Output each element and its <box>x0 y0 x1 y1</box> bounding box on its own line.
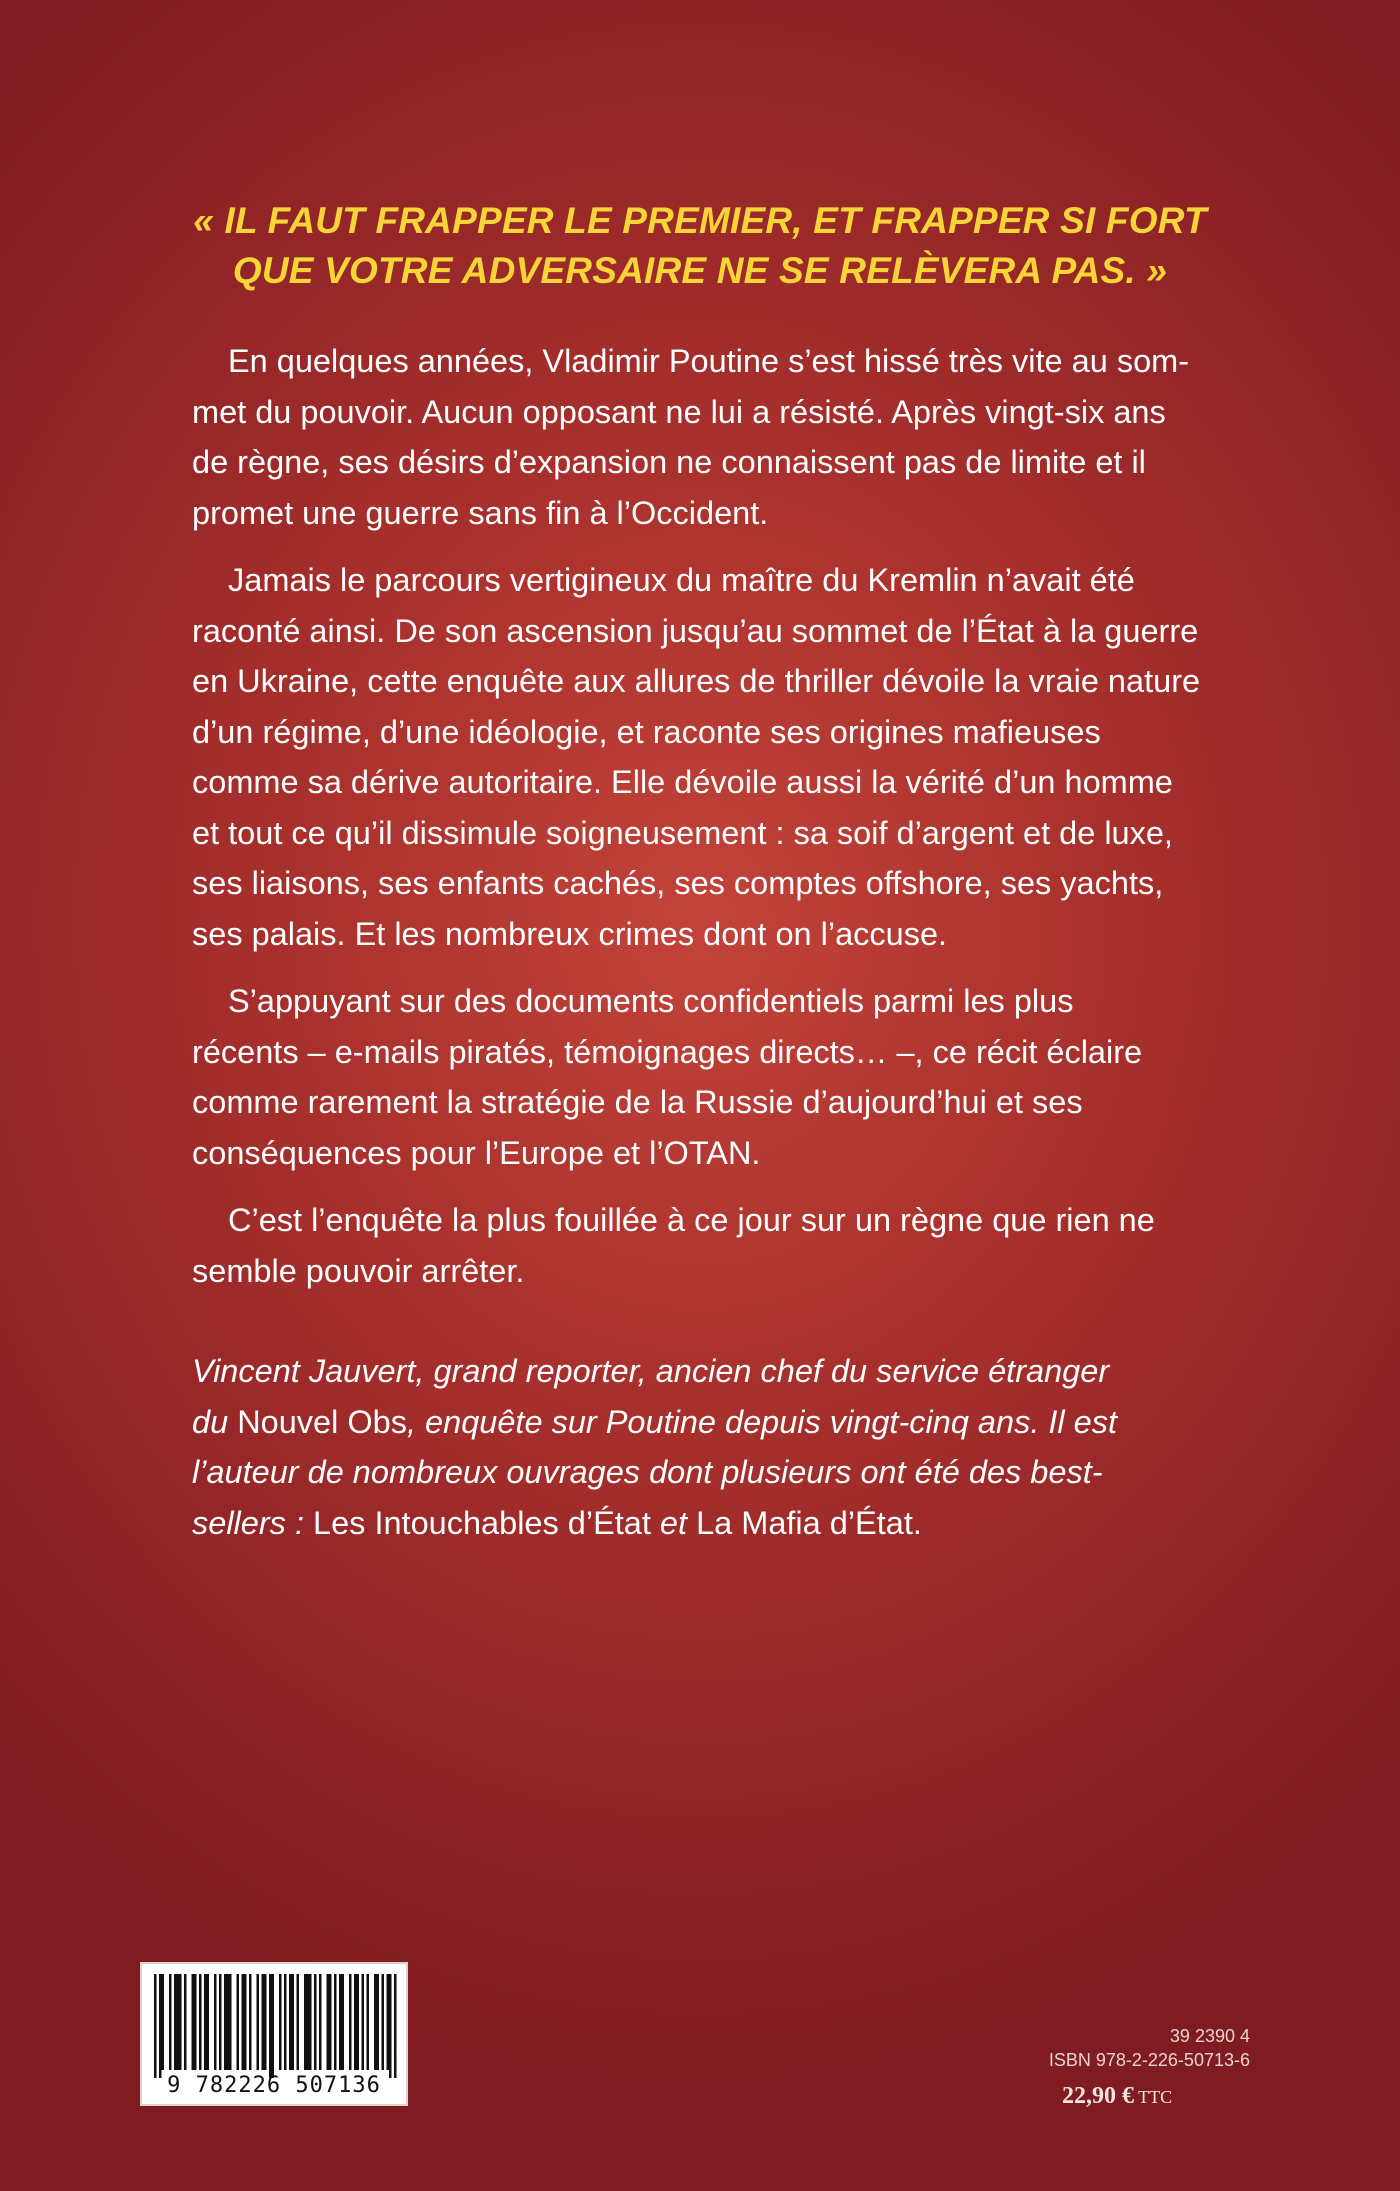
text-line: d’un régime, d’une idéologie, et raconte ses origines mafieuses <box>192 713 1101 750</box>
text-line: récents – e-mails piratés, témoignages directs… –, ce récit éclaire <box>192 1033 1143 1070</box>
barcode-bar <box>262 1974 265 2070</box>
isbn-barcode <box>140 1962 408 2106</box>
price-value: 22,90 € <box>1062 2083 1134 2109</box>
text-line: S’appuyant sur des documents confidentiels parmi les plus <box>228 983 1074 1019</box>
barcode-bar <box>229 1974 232 2070</box>
barcode-bar <box>169 1974 172 2070</box>
barcode-bar <box>292 1974 295 2070</box>
barcode-bar <box>307 1974 310 2070</box>
barcode-bar <box>374 1974 377 2070</box>
author-bio-line: Vincent Jauvert, grand reporter, ancien chef du service étranger <box>192 1353 1110 1389</box>
barcode-bar <box>237 1974 240 2070</box>
text-line: raconté ainsi. De son ascension jusqu’au sommet de l’État à la guerre <box>192 612 1199 649</box>
author-bio-line <box>192 1498 1222 1549</box>
isbn-number: ISBN 978-2-226-50713-6 <box>1048 2050 1250 2070</box>
barcode-bar <box>207 1974 210 2070</box>
author-bio-text: . <box>912 1504 922 1541</box>
barcode-bar <box>204 1974 207 2070</box>
quote-line-2: QUE VOTRE ADVERSAIRE NE SE RELÈVERA PAS. » <box>232 250 1168 291</box>
barcode-bar <box>394 1974 397 2078</box>
barcode-bar <box>319 1974 322 2070</box>
text-line: semble pouvoir arrêter. <box>192 1252 525 1289</box>
blurb-paragraph-3 <box>192 976 1222 1178</box>
barcode-bar <box>382 1974 385 2070</box>
barcode-bar <box>194 1974 197 2070</box>
internal-code: 39 2390 4 <box>1169 2026 1250 2046</box>
author-bio-text: sellers : <box>192 1504 314 1541</box>
barcode-bar <box>192 1974 195 2070</box>
barcode-bar <box>184 1974 187 2070</box>
barcode-bar <box>269 1974 272 2078</box>
barcode-bar <box>289 1974 292 2070</box>
book-title-1: Les Intouchables d’État <box>313 1504 651 1541</box>
text-line: et tout ce qu’il dissimule soigneusement : sa soif d’argent et de luxe, <box>192 814 1173 851</box>
text-line: comme sa dérive autoritaire. Elle dévoile aussi la vérité d’un homme <box>192 764 1173 800</box>
barcode-bar <box>309 1974 312 2070</box>
author-bio-text: , enquête sur Poutine depuis vingt-cinq ans. Il est <box>407 1403 1118 1440</box>
barcode-bar <box>367 1974 370 2070</box>
barcode-bar <box>334 1974 337 2070</box>
barcode-bar <box>162 1974 165 2070</box>
author-bio-text: du <box>192 1403 238 1440</box>
publication-info <box>1000 2024 1250 2072</box>
barcode-bar <box>224 1974 227 2070</box>
blurb-paragraph-4 <box>192 1195 1222 1296</box>
book-title-2: La Mafia d’État <box>696 1504 913 1541</box>
barcode-bar <box>354 1974 357 2070</box>
barcode-bar <box>297 1974 300 2070</box>
barcode-bar <box>357 1974 360 2070</box>
author-bio <box>192 1346 1222 1548</box>
text-line: En quelques années, Vladimir Poutine s’est hissé très vite au som- <box>228 343 1190 379</box>
text-line: ses palais. Et les nombreux crimes dont on l’accuse. <box>192 915 948 952</box>
barcode-bar <box>339 1974 342 2070</box>
barcode-bar <box>349 1974 352 2070</box>
barcode-bar <box>377 1974 380 2070</box>
price-label <box>1000 2083 1250 2110</box>
barcode-bar <box>174 1974 177 2070</box>
barcode-digits: 9 782226 507136 <box>167 2073 381 2098</box>
barcode-bar <box>284 1974 287 2070</box>
text-line: comme rarement la stratégie de la Russie d’aujourd’hui et ses <box>192 1084 1083 1120</box>
barcode-bar <box>179 1974 182 2070</box>
text-line: promet une guerre sans fin à l’Occident. <box>192 494 769 531</box>
barcode-bar <box>219 1974 222 2070</box>
barcode-bar <box>242 1974 245 2070</box>
barcode-bar <box>214 1974 217 2070</box>
text-line: de règne, ses désirs d’expansion ne connaissent pas de limite et il <box>192 444 1146 480</box>
barcode-bar <box>314 1974 317 2070</box>
barcode-bar <box>272 1974 275 2078</box>
barcode-bar <box>249 1974 252 2070</box>
headline-quote <box>140 196 1260 296</box>
barcode-bar <box>329 1974 332 2070</box>
author-bio-line: l’auteur de nombreux ouvrages dont plusieurs ont été des best- <box>192 1454 1103 1490</box>
author-bio-line <box>192 1397 1222 1448</box>
barcode-bar <box>389 1974 392 2078</box>
text-line: ses liaisons, ses enfants cachés, ses comptes offshore, ses yachts, <box>192 865 1164 901</box>
text-line: Jamais le parcours vertigineux du maître du Kremlin n’avait été <box>228 562 1135 598</box>
barcode-bar <box>342 1974 345 2070</box>
barcode-bar <box>199 1974 202 2070</box>
barcode-bar <box>327 1974 330 2070</box>
barcode-bar <box>387 1974 390 2070</box>
barcode-bar <box>257 1974 260 2070</box>
barcode-bar <box>227 1974 230 2070</box>
author-bio-text: et <box>650 1504 697 1541</box>
barcode-bar <box>279 1974 282 2070</box>
barcode-bar <box>177 1974 180 2070</box>
magazine-title: Nouvel Obs <box>237 1403 407 1440</box>
barcode-bar <box>244 1974 247 2070</box>
barcode-bar <box>264 1974 267 2070</box>
blurb-paragraph-2 <box>192 555 1222 959</box>
barcode-bar <box>154 1974 157 2078</box>
quote-line-1: « IL FAUT FRAPPER LE PREMIER, ET FRAPPER SI FORT <box>193 200 1207 241</box>
price-ttc: TTC <box>1134 2087 1173 2107</box>
barcode-bar <box>362 1974 365 2070</box>
barcode-bar <box>304 1974 307 2070</box>
text-line: C’est l’enquête la plus fouillée à ce jour sur un règne que rien ne <box>228 1202 1155 1238</box>
barcode-bar <box>159 1974 162 2078</box>
text-line: en Ukraine, cette enquête aux allures de thriller dévoile la vraie nature <box>192 663 1201 699</box>
text-line: met du pouvoir. Aucun opposant ne lui a résisté. Après vingt-six ans <box>192 393 1166 430</box>
blurb-paragraph-1 <box>192 336 1222 538</box>
text-line: conséquences pour l’Europe et l’OTAN. <box>192 1134 761 1171</box>
blurb-text <box>192 336 1222 1313</box>
